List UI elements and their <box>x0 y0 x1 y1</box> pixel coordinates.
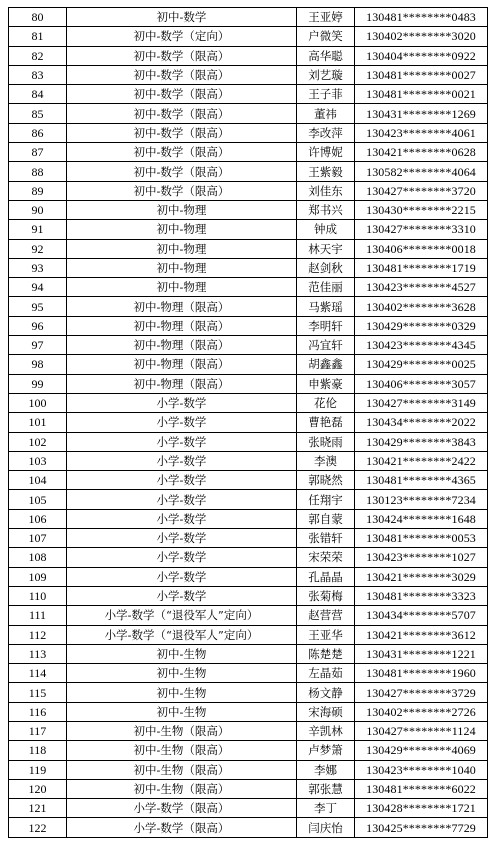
row-number-cell: 82 <box>9 46 67 65</box>
row-number-cell: 119 <box>9 760 67 779</box>
subject-cell: 小学-数学 <box>67 529 297 548</box>
subject-cell: 初中-物理（限高） <box>67 355 297 374</box>
table-row <box>9 297 488 316</box>
id-number-cell: 130429********0329 <box>355 316 488 335</box>
subject-cell: 初中-数学（限高） <box>67 46 297 65</box>
candidate-name-cell: 郭张慧 <box>297 779 355 798</box>
table-row <box>9 162 488 181</box>
subject-cell: 初中-物理（限高） <box>67 336 297 355</box>
row-number-cell: 112 <box>9 625 67 644</box>
subject-cell: 初中-数学（限高） <box>67 162 297 181</box>
id-number-cell: 130421********0628 <box>355 143 488 162</box>
id-number-cell: 130429********3843 <box>355 432 488 451</box>
candidate-name-cell: 董祎 <box>297 104 355 123</box>
table-row <box>9 143 488 162</box>
candidate-name-cell: 张错轩 <box>297 529 355 548</box>
row-number-cell: 116 <box>9 702 67 721</box>
candidate-name-cell: 郭自蒙 <box>297 509 355 528</box>
table-row <box>9 644 488 663</box>
table-row <box>9 46 488 65</box>
candidate-name-cell: 李娜 <box>297 760 355 779</box>
id-number-cell: 130421********3029 <box>355 567 488 586</box>
table-row <box>9 664 488 683</box>
id-number-cell: 130421********3612 <box>355 625 488 644</box>
table-row <box>9 27 488 46</box>
subject-cell: 初中-数学（限高） <box>67 181 297 200</box>
row-number-cell: 111 <box>9 606 67 625</box>
subject-cell: 初中-物理 <box>67 278 297 297</box>
id-number-cell: 130402********2726 <box>355 702 488 721</box>
candidate-name-cell: 王子菲 <box>297 85 355 104</box>
row-number-cell: 120 <box>9 779 67 798</box>
id-number-cell: 130423********4527 <box>355 278 488 297</box>
subject-cell: 初中-生物（限高） <box>67 779 297 798</box>
id-number-cell: 130123********7234 <box>355 490 488 509</box>
table-row <box>9 779 488 798</box>
candidate-name-cell: 张菊梅 <box>297 586 355 605</box>
candidate-name-cell: 李明轩 <box>297 316 355 335</box>
row-number-cell: 117 <box>9 721 67 740</box>
table-row <box>9 471 488 490</box>
row-number-cell: 91 <box>9 220 67 239</box>
subject-cell: 初中-物理 <box>67 258 297 277</box>
candidate-name-cell: 林天宇 <box>297 239 355 258</box>
table-body <box>9 8 488 838</box>
subject-cell: 初中-生物 <box>67 644 297 663</box>
table-row <box>9 258 488 277</box>
candidate-name-cell: 任翔宇 <box>297 490 355 509</box>
row-number-cell: 107 <box>9 529 67 548</box>
candidate-name-cell: 王紫毅 <box>297 162 355 181</box>
table-row <box>9 567 488 586</box>
table-row <box>9 529 488 548</box>
subject-cell: 小学-数学 <box>67 432 297 451</box>
table-row <box>9 123 488 142</box>
candidate-name-cell: 许博妮 <box>297 143 355 162</box>
table-row <box>9 548 488 567</box>
candidate-name-cell: 户微笑 <box>297 27 355 46</box>
row-number-cell: 101 <box>9 413 67 432</box>
id-number-cell: 130431********1221 <box>355 644 488 663</box>
row-number-cell: 115 <box>9 683 67 702</box>
subject-cell: 初中-物理（限高） <box>67 316 297 335</box>
id-number-cell: 130425********7729 <box>355 818 488 837</box>
candidate-name-cell: 郭晓然 <box>297 471 355 490</box>
table-row <box>9 451 488 470</box>
table-row <box>9 393 488 412</box>
table-row <box>9 316 488 335</box>
table-row <box>9 490 488 509</box>
candidate-name-cell: 李澳 <box>297 451 355 470</box>
candidate-name-cell: 刘艺璇 <box>297 65 355 84</box>
id-number-cell: 130429********4069 <box>355 741 488 760</box>
subject-cell: 小学-数学 <box>67 413 297 432</box>
subject-cell: 初中-生物（限高） <box>67 760 297 779</box>
row-number-cell: 93 <box>9 258 67 277</box>
subject-cell: 初中-生物 <box>67 683 297 702</box>
candidate-name-cell: 曹艳磊 <box>297 413 355 432</box>
id-number-cell: 130431********1269 <box>355 104 488 123</box>
id-number-cell: 130421********2422 <box>355 451 488 470</box>
id-number-cell: 130423********1040 <box>355 760 488 779</box>
row-number-cell: 81 <box>9 27 67 46</box>
id-number-cell: 130481********0483 <box>355 8 488 27</box>
table-row <box>9 181 488 200</box>
candidate-name-cell: 陈楚楚 <box>297 644 355 663</box>
candidate-name-cell: 范佳丽 <box>297 278 355 297</box>
candidate-name-cell: 王亚华 <box>297 625 355 644</box>
candidate-name-cell: 李改萍 <box>297 123 355 142</box>
row-number-cell: 99 <box>9 374 67 393</box>
id-number-cell: 130481********4365 <box>355 471 488 490</box>
id-number-cell: 130481********1960 <box>355 664 488 683</box>
subject-cell: 小学-数学（“退役军人”定向） <box>67 606 297 625</box>
candidate-name-cell: 宋荣荣 <box>297 548 355 567</box>
row-number-cell: 87 <box>9 143 67 162</box>
row-number-cell: 92 <box>9 239 67 258</box>
table-row <box>9 220 488 239</box>
subject-cell: 小学-数学 <box>67 548 297 567</box>
row-number-cell: 94 <box>9 278 67 297</box>
id-number-cell: 130423********4061 <box>355 123 488 142</box>
subject-cell: 初中-生物（限高） <box>67 741 297 760</box>
row-number-cell: 109 <box>9 567 67 586</box>
candidate-name-cell: 辛凯林 <box>297 721 355 740</box>
row-number-cell: 100 <box>9 393 67 412</box>
id-number-cell: 130424********1648 <box>355 509 488 528</box>
id-number-cell: 130481********1719 <box>355 258 488 277</box>
table-row <box>9 509 488 528</box>
id-number-cell: 130481********0027 <box>355 65 488 84</box>
candidate-name-cell: 卢梦箫 <box>297 741 355 760</box>
candidate-name-cell: 宋海硕 <box>297 702 355 721</box>
row-number-cell: 98 <box>9 355 67 374</box>
row-number-cell: 106 <box>9 509 67 528</box>
subject-cell: 初中-物理 <box>67 220 297 239</box>
row-number-cell: 90 <box>9 200 67 219</box>
id-number-cell: 130402********3020 <box>355 27 488 46</box>
table-row <box>9 818 488 837</box>
candidate-name-cell: 花伦 <box>297 393 355 412</box>
id-number-cell: 130481********6022 <box>355 779 488 798</box>
subject-cell: 初中-数学（限高） <box>67 143 297 162</box>
row-number-cell: 103 <box>9 451 67 470</box>
subject-cell: 小学-数学 <box>67 393 297 412</box>
table-row <box>9 85 488 104</box>
id-number-cell: 130434********2022 <box>355 413 488 432</box>
row-number-cell: 122 <box>9 818 67 837</box>
id-number-cell: 130429********0025 <box>355 355 488 374</box>
row-number-cell: 95 <box>9 297 67 316</box>
candidate-name-cell: 胡鑫鑫 <box>297 355 355 374</box>
table-row <box>9 741 488 760</box>
row-number-cell: 84 <box>9 85 67 104</box>
subject-cell: 小学-数学 <box>67 567 297 586</box>
subject-cell: 初中-数学（限高） <box>67 104 297 123</box>
id-number-cell: 130404********0922 <box>355 46 488 65</box>
subject-cell: 初中-数学（限高） <box>67 123 297 142</box>
row-number-cell: 83 <box>9 65 67 84</box>
candidate-name-cell: 郑书兴 <box>297 200 355 219</box>
candidate-name-cell: 张晓雨 <box>297 432 355 451</box>
table-row <box>9 432 488 451</box>
subject-cell: 初中-数学（定向） <box>67 27 297 46</box>
candidate-name-cell: 马紫瑶 <box>297 297 355 316</box>
row-number-cell: 114 <box>9 664 67 683</box>
row-number-cell: 80 <box>9 8 67 27</box>
subject-cell: 初中-物理（限高） <box>67 374 297 393</box>
row-number-cell: 113 <box>9 644 67 663</box>
subject-cell: 初中-物理（限高） <box>67 297 297 316</box>
subject-cell: 小学-数学（限高） <box>67 799 297 818</box>
subject-cell: 小学-数学 <box>67 586 297 605</box>
row-number-cell: 121 <box>9 799 67 818</box>
row-number-cell: 118 <box>9 741 67 760</box>
row-number-cell: 97 <box>9 336 67 355</box>
subject-cell: 小学-数学 <box>67 451 297 470</box>
candidate-name-cell: 孔晶晶 <box>297 567 355 586</box>
candidate-name-cell: 刘佳东 <box>297 181 355 200</box>
id-number-cell: 130481********3323 <box>355 586 488 605</box>
id-number-cell: 130430********2215 <box>355 200 488 219</box>
id-number-cell: 130423********4345 <box>355 336 488 355</box>
row-number-cell: 86 <box>9 123 67 142</box>
subject-cell: 初中-生物 <box>67 664 297 683</box>
table-row <box>9 65 488 84</box>
candidate-name-cell: 左晶茹 <box>297 664 355 683</box>
row-number-cell: 105 <box>9 490 67 509</box>
id-number-cell: 130402********3628 <box>355 297 488 316</box>
table-row <box>9 586 488 605</box>
table-row <box>9 104 488 123</box>
id-number-cell: 130427********3720 <box>355 181 488 200</box>
subject-cell: 初中-生物（限高） <box>67 721 297 740</box>
row-number-cell: 108 <box>9 548 67 567</box>
candidate-table <box>8 7 488 838</box>
table-row <box>9 239 488 258</box>
id-number-cell: 130428********1721 <box>355 799 488 818</box>
table-row <box>9 702 488 721</box>
table-row <box>9 413 488 432</box>
subject-cell: 小学-数学 <box>67 471 297 490</box>
table-row <box>9 355 488 374</box>
table-row <box>9 625 488 644</box>
candidate-name-cell: 杨文静 <box>297 683 355 702</box>
subject-cell: 小学-数学 <box>67 509 297 528</box>
id-number-cell: 130582********4064 <box>355 162 488 181</box>
table-row <box>9 374 488 393</box>
subject-cell: 初中-物理 <box>67 200 297 219</box>
id-number-cell: 130481********0053 <box>355 529 488 548</box>
table-row <box>9 721 488 740</box>
subject-cell: 初中-数学 <box>67 8 297 27</box>
row-number-cell: 89 <box>9 181 67 200</box>
subject-cell: 初中-数学（限高） <box>67 65 297 84</box>
candidate-name-cell: 李丁 <box>297 799 355 818</box>
id-number-cell: 130427********1124 <box>355 721 488 740</box>
table-row <box>9 200 488 219</box>
subject-cell: 小学-数学（“退役军人”定向） <box>67 625 297 644</box>
table-row <box>9 683 488 702</box>
table-row <box>9 336 488 355</box>
candidate-name-cell: 王亚婷 <box>297 8 355 27</box>
candidate-name-cell: 冯宜轩 <box>297 336 355 355</box>
candidate-name-cell: 高华聪 <box>297 46 355 65</box>
row-number-cell: 85 <box>9 104 67 123</box>
id-number-cell: 130434********5707 <box>355 606 488 625</box>
row-number-cell: 96 <box>9 316 67 335</box>
id-number-cell: 130406********3057 <box>355 374 488 393</box>
table-row <box>9 278 488 297</box>
row-number-cell: 104 <box>9 471 67 490</box>
candidate-table-sheet <box>8 7 488 838</box>
candidate-name-cell: 赵剑秋 <box>297 258 355 277</box>
table-row <box>9 799 488 818</box>
subject-cell: 小学-数学 <box>67 490 297 509</box>
row-number-cell: 110 <box>9 586 67 605</box>
candidate-name-cell: 闫庆怡 <box>297 818 355 837</box>
table-row <box>9 760 488 779</box>
subject-cell: 小学-数学（限高） <box>67 818 297 837</box>
subject-cell: 初中-数学（限高） <box>67 85 297 104</box>
subject-cell: 初中-生物 <box>67 702 297 721</box>
id-number-cell: 130427********3149 <box>355 393 488 412</box>
id-number-cell: 130427********3729 <box>355 683 488 702</box>
candidate-name-cell: 钟成 <box>297 220 355 239</box>
id-number-cell: 130406********0018 <box>355 239 488 258</box>
table-row <box>9 606 488 625</box>
row-number-cell: 102 <box>9 432 67 451</box>
id-number-cell: 130481********0021 <box>355 85 488 104</box>
table-row <box>9 8 488 27</box>
row-number-cell: 88 <box>9 162 67 181</box>
candidate-name-cell: 赵营营 <box>297 606 355 625</box>
subject-cell: 初中-物理 <box>67 239 297 258</box>
id-number-cell: 130427********3310 <box>355 220 488 239</box>
id-number-cell: 130423********1027 <box>355 548 488 567</box>
candidate-name-cell: 申紫豪 <box>297 374 355 393</box>
